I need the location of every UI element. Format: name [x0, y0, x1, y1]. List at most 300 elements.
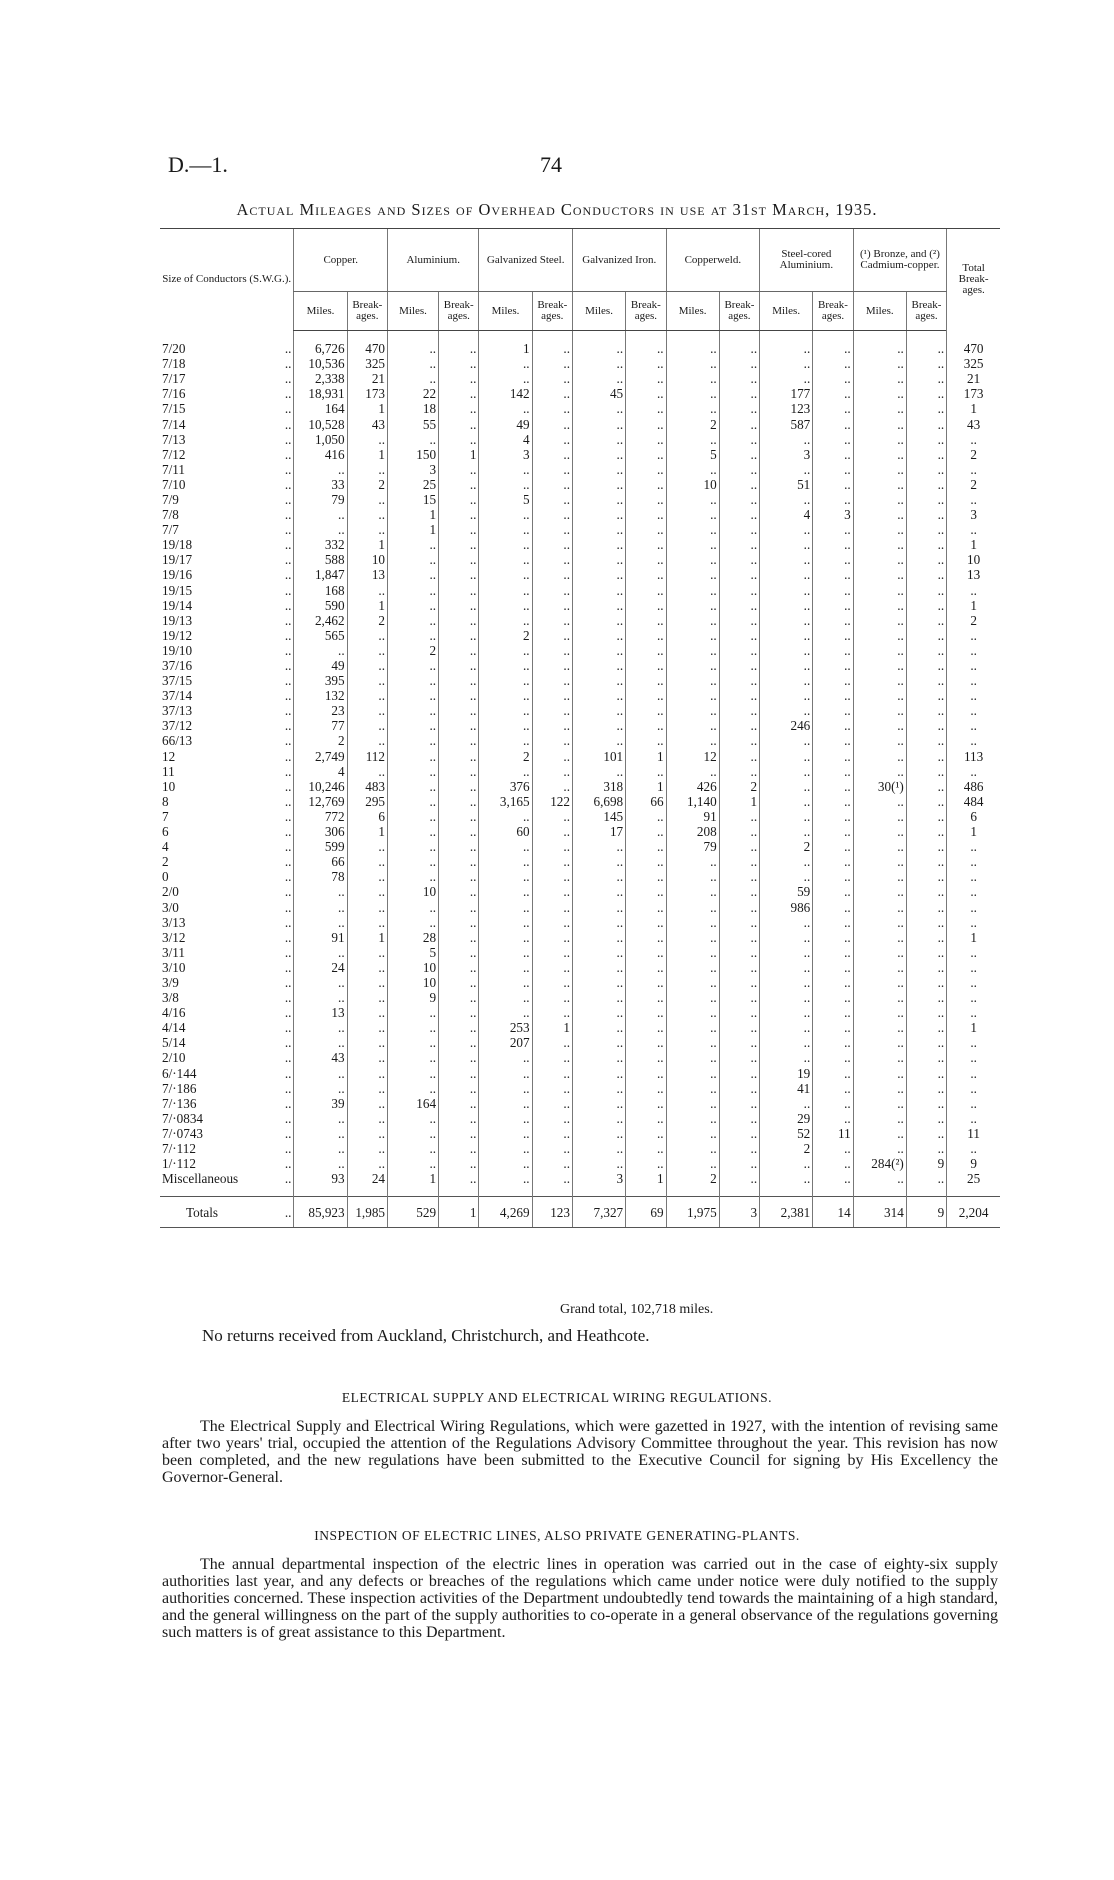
- total-breakages-cell: 11: [947, 1126, 1000, 1141]
- galv-iron-breakages-cell: ..: [626, 854, 666, 869]
- galv-steel-breakages-cell: ..: [532, 779, 572, 794]
- leader-dots: ..: [284, 959, 292, 975]
- steel-cored-al-breakages-cell: ..: [813, 1141, 853, 1156]
- copper-breakages-cell: ..: [347, 688, 387, 703]
- copperweld-miles-cell: ..: [666, 598, 719, 613]
- galv-iron-breakages-cell: ..: [626, 824, 666, 839]
- steel-cored-al-miles-cell: 52: [760, 1126, 813, 1141]
- aluminium-breakages-cell: ..: [439, 492, 479, 507]
- size-label: 19/14: [162, 597, 193, 613]
- bronze-breakages-cell: ..: [906, 1111, 946, 1126]
- total-breakages-cell: 9: [947, 1156, 1000, 1171]
- galv-steel-breakages-cell: ..: [532, 356, 572, 371]
- copperweld-breakages-cell: ..: [719, 613, 759, 628]
- table-row: [160, 1020, 1000, 1035]
- copper-breakages-cell: 13: [347, 567, 387, 582]
- aluminium-breakages-cell: ..: [439, 1081, 479, 1096]
- aluminium-miles-cell: 1: [388, 507, 439, 522]
- galv-steel-breakages-cell: ..: [532, 583, 572, 598]
- bronze-miles-cell: ..: [853, 749, 906, 764]
- copperweld-breakages-cell: ..: [719, 371, 759, 386]
- steel-cored-al-miles-cell: ..: [760, 794, 813, 809]
- copperweld-breakages-cell: ..: [719, 688, 759, 703]
- bronze-miles-cell: ..: [853, 643, 906, 658]
- copperweld-miles-cell: ..: [666, 854, 719, 869]
- galv-steel-miles-cell: ..: [479, 462, 532, 477]
- steel-cored-al-miles-cell: ..: [760, 764, 813, 779]
- galv-steel-miles-cell: ..: [479, 1141, 532, 1156]
- size-cell: [160, 794, 294, 809]
- galv-iron-breakages-cell: ..: [626, 492, 666, 507]
- aluminium-miles-cell: 1: [388, 1171, 439, 1186]
- aluminium-breakages-cell: ..: [439, 854, 479, 869]
- aluminium-miles-cell: 1: [388, 522, 439, 537]
- aluminium-miles-cell: 2: [388, 643, 439, 658]
- aluminium-breakages-cell: ..: [439, 1096, 479, 1111]
- bronze-miles-cell: ..: [853, 356, 906, 371]
- size-label: 2/0: [162, 884, 179, 900]
- size-label: 37/13: [162, 703, 193, 719]
- steel-cored-al-miles-cell: ..: [760, 749, 813, 764]
- leader-dots: ..: [284, 778, 292, 794]
- steel-cored-al-miles-cell: ..: [760, 583, 813, 598]
- copper-breakages-cell: ..: [347, 764, 387, 779]
- aluminium-miles-cell: ..: [388, 733, 439, 748]
- copper-miles-cell: 79: [294, 492, 347, 507]
- galv-steel-miles-cell: ..: [479, 583, 532, 598]
- galv-iron-miles-cell: ..: [572, 990, 625, 1005]
- leader-dots: ..: [284, 612, 292, 628]
- copper-miles-cell: 91: [294, 930, 347, 945]
- galv-steel-miles-cell: ..: [479, 1171, 532, 1186]
- copperweld-miles-cell: ..: [666, 1126, 719, 1141]
- copperweld-miles-cell: ..: [666, 1050, 719, 1065]
- copperweld-breakages-cell: ..: [719, 1126, 759, 1141]
- steel-cored-al-breakages-cell: ..: [813, 537, 853, 552]
- galv-iron-miles-cell: ..: [572, 960, 625, 975]
- size-label: 7/7: [162, 522, 179, 538]
- galv-iron-breakages-cell: ..: [626, 673, 666, 688]
- galv-iron-miles-cell: ..: [572, 1035, 625, 1050]
- bronze-miles-cell: ..: [853, 824, 906, 839]
- steel-cored-al-breakages-cell: ..: [813, 733, 853, 748]
- copperweld-breakages-cell: ..: [719, 960, 759, 975]
- copper-miles-cell: 13: [294, 1005, 347, 1020]
- bronze-miles-cell: ..: [853, 854, 906, 869]
- copper-miles-cell: 12,769: [294, 794, 347, 809]
- steel-cored-al-breakages-cell: ..: [813, 899, 853, 914]
- total-breakages-cell: ..: [947, 764, 1000, 779]
- conductors-table-wrap: [160, 228, 1000, 1228]
- galv-steel-breakages-cell: ..: [532, 1050, 572, 1065]
- size-cell: [160, 733, 294, 748]
- galv-iron-breakages-cell: ..: [626, 688, 666, 703]
- galv-iron-miles-cell: ..: [572, 764, 625, 779]
- galv-iron-breakages-cell: ..: [626, 1096, 666, 1111]
- galv-steel-breakages-cell: ..: [532, 537, 572, 552]
- copperweld-breakages-cell: ..: [719, 839, 759, 854]
- size-label: 11: [162, 763, 175, 779]
- copper-miles-cell: ..: [294, 899, 347, 914]
- galv-iron-miles-cell: ..: [572, 522, 625, 537]
- galv-iron-miles-total: 7,327: [572, 1197, 625, 1228]
- copperweld-miles-cell: ..: [666, 975, 719, 990]
- galv-steel-breakages-cell: ..: [532, 673, 572, 688]
- copper-breakages-cell: ..: [347, 1066, 387, 1081]
- leader-dots: ..: [284, 854, 292, 870]
- galv-iron-breakages-cell: ..: [626, 990, 666, 1005]
- size-label: 19/17: [162, 552, 193, 568]
- aluminium-miles-cell: 164: [388, 1096, 439, 1111]
- leader-dots: ..: [284, 491, 292, 507]
- page-number: 74: [540, 152, 562, 177]
- copperweld-breakages-cell: 2: [719, 779, 759, 794]
- copper-miles-cell: 18,931: [294, 386, 347, 401]
- copperweld-breakages-cell: ..: [719, 522, 759, 537]
- galv-steel-breakages-cell: ..: [532, 1171, 572, 1186]
- steel-cored-al-miles-cell: ..: [760, 598, 813, 613]
- copperweld-miles-cell: ..: [666, 1066, 719, 1081]
- bronze-miles-cell: ..: [853, 416, 906, 431]
- copperweld-breakages-cell: ..: [719, 386, 759, 401]
- copper-breakages-cell: 2: [347, 477, 387, 492]
- size-cell: [160, 960, 294, 975]
- steel-cored-al-breakages-cell: ..: [813, 1035, 853, 1050]
- copperweld-miles-cell: ..: [666, 507, 719, 522]
- steel-cored-al-miles-cell: 986: [760, 899, 813, 914]
- galv-iron-breakages-cell: ..: [626, 447, 666, 462]
- bronze-breakages-cell: ..: [906, 477, 946, 492]
- aluminium-miles-cell: ..: [388, 749, 439, 764]
- size-label: 1/·112: [162, 1156, 196, 1172]
- totals-text: Totals: [186, 1204, 219, 1220]
- total-breakages-cell: 2: [947, 447, 1000, 462]
- steel-cored-al-breakages-cell: ..: [813, 794, 853, 809]
- bronze-breakages-cell: ..: [906, 341, 946, 356]
- copper-miles-cell: 395: [294, 673, 347, 688]
- steel-cored-al-breakages-cell: ..: [813, 643, 853, 658]
- copperweld-breakages-cell: ..: [719, 1141, 759, 1156]
- size-label: 2: [162, 854, 169, 870]
- group-header: (¹) Bronze, and (²) Cadmium-copper.: [853, 229, 947, 292]
- total-breakages-cell: ..: [947, 839, 1000, 854]
- copperweld-breakages-cell: ..: [719, 492, 759, 507]
- bronze-breakages-cell: ..: [906, 1066, 946, 1081]
- galv-iron-breakages-cell: ..: [626, 598, 666, 613]
- galv-steel-miles-cell: ..: [479, 869, 532, 884]
- bronze-breakages-cell: ..: [906, 809, 946, 824]
- steel-cored-al-miles-cell: ..: [760, 733, 813, 748]
- leader-dots: ..: [284, 839, 292, 855]
- copper-miles-cell: ..: [294, 975, 347, 990]
- bronze-breakages-cell: ..: [906, 975, 946, 990]
- galv-iron-breakages-cell: ..: [626, 356, 666, 371]
- table-row: [160, 386, 1000, 401]
- steel-cored-al-miles-cell: ..: [760, 930, 813, 945]
- steel-cored-al-breakages-cell: ..: [813, 1096, 853, 1111]
- copperweld-miles-cell: ..: [666, 899, 719, 914]
- total-breakages-cell: ..: [947, 1111, 1000, 1126]
- size-cell: [160, 371, 294, 386]
- bronze-breakages-cell: ..: [906, 749, 946, 764]
- table-row: [160, 718, 1000, 733]
- copper-breakages-cell: ..: [347, 703, 387, 718]
- steel-cored-al-breakages-cell: ..: [813, 718, 853, 733]
- size-label: 12: [162, 748, 176, 764]
- galv-steel-miles-cell: ..: [479, 643, 532, 658]
- leader-dots: ..: [284, 899, 292, 915]
- steel-cored-al-miles-cell: ..: [760, 432, 813, 447]
- galv-iron-breakages-cell: 66: [626, 794, 666, 809]
- copper-miles-cell: ..: [294, 1126, 347, 1141]
- leader-dots: ..: [284, 1065, 292, 1081]
- copper-miles-cell: 2,749: [294, 749, 347, 764]
- total-breakages-cell: ..: [947, 1005, 1000, 1020]
- bronze-miles-cell: ..: [853, 371, 906, 386]
- galv-steel-breakages-cell: ..: [532, 809, 572, 824]
- copperweld-miles-cell: ..: [666, 401, 719, 416]
- doc-code: D.—1.: [168, 152, 228, 177]
- aluminium-miles-cell: ..: [388, 341, 439, 356]
- galv-iron-miles-cell: 17: [572, 824, 625, 839]
- size-label: 6/·144: [162, 1065, 197, 1081]
- galv-steel-miles-cell: ..: [479, 1005, 532, 1020]
- copperweld-miles-cell: ..: [666, 432, 719, 447]
- galv-iron-miles-cell: 101: [572, 749, 625, 764]
- bronze-miles-cell: ..: [853, 628, 906, 643]
- steel-cored-al-breakages-cell: ..: [813, 658, 853, 673]
- galv-iron-miles-cell: ..: [572, 1111, 625, 1126]
- leader-dots: ..: [284, 808, 292, 824]
- table-row: [160, 869, 1000, 884]
- table-row: [160, 1126, 1000, 1141]
- bronze-breakages-cell: ..: [906, 416, 946, 431]
- copper-breakages-cell: ..: [347, 839, 387, 854]
- galv-steel-breakages-cell: ..: [532, 1111, 572, 1126]
- galv-steel-miles-cell: ..: [479, 1066, 532, 1081]
- galv-steel-miles-cell: ..: [479, 1111, 532, 1126]
- leader-dots: ..: [284, 431, 292, 447]
- galv-iron-breakages-cell: 1: [626, 749, 666, 764]
- group-header: Galvanized Steel.: [479, 229, 573, 292]
- size-label: 7/·0834: [162, 1110, 204, 1126]
- steel-cored-al-breakages-cell: ..: [813, 884, 853, 899]
- size-cell: [160, 522, 294, 537]
- galv-steel-breakages-cell: ..: [532, 643, 572, 658]
- table-row: [160, 794, 1000, 809]
- galv-steel-breakages-cell: ..: [532, 567, 572, 582]
- galv-steel-breakages-cell: ..: [532, 915, 572, 930]
- table-row: [160, 567, 1000, 582]
- bronze-miles-cell: ..: [853, 1035, 906, 1050]
- size-label: 4/16: [162, 1005, 186, 1021]
- copper-miles-cell: ..: [294, 1066, 347, 1081]
- size-cell: [160, 416, 294, 431]
- copperweld-breakages-cell: ..: [719, 341, 759, 356]
- galv-steel-breakages-cell: ..: [532, 613, 572, 628]
- galv-steel-breakages-cell: ..: [532, 341, 572, 356]
- galv-iron-miles-cell: ..: [572, 945, 625, 960]
- galv-iron-breakages-cell: ..: [626, 975, 666, 990]
- galv-steel-breakages-cell: ..: [532, 990, 572, 1005]
- galv-iron-miles-cell: ..: [572, 688, 625, 703]
- leader-dots: ..: [284, 748, 292, 764]
- copperweld-miles-cell: ..: [666, 341, 719, 356]
- galv-iron-breakages-cell: ..: [626, 733, 666, 748]
- galv-iron-breakages-cell: ..: [626, 945, 666, 960]
- bronze-miles-cell: ..: [853, 447, 906, 462]
- aluminium-miles-cell: 22: [388, 386, 439, 401]
- table-row: [160, 583, 1000, 598]
- total-breakages-cell: 1: [947, 598, 1000, 613]
- aluminium-miles-cell: ..: [388, 1050, 439, 1065]
- bronze-miles-cell: ..: [853, 477, 906, 492]
- size-label: 4/14: [162, 1020, 186, 1036]
- steel-cored-al-breakages-cell: ..: [813, 432, 853, 447]
- bronze-breakages-cell: 9: [906, 1156, 946, 1171]
- galv-steel-breakages-cell: ..: [532, 492, 572, 507]
- galv-iron-miles-cell: ..: [572, 718, 625, 733]
- leader-dots: ..: [284, 718, 292, 734]
- steel-cored-al-miles-cell: ..: [760, 854, 813, 869]
- galv-steel-miles-cell: ..: [479, 975, 532, 990]
- leader-dots: ..: [284, 582, 292, 598]
- steel-cored-al-miles-cell: ..: [760, 1156, 813, 1171]
- galv-iron-breakages-cell: ..: [626, 809, 666, 824]
- copper-breakages-cell: ..: [347, 960, 387, 975]
- copperweld-breakages-total: 3: [719, 1197, 759, 1228]
- aluminium-miles-cell: ..: [388, 567, 439, 582]
- bronze-breakages-cell: ..: [906, 432, 946, 447]
- copperweld-breakages-cell: 1: [719, 794, 759, 809]
- leader-dots: ..: [284, 552, 292, 568]
- size-cell: [160, 628, 294, 643]
- size-cell: [160, 703, 294, 718]
- size-label: 7/12: [162, 446, 186, 462]
- copperweld-breakages-cell: ..: [719, 537, 759, 552]
- steel-cored-al-breakages-cell: ..: [813, 688, 853, 703]
- size-cell: [160, 1020, 294, 1035]
- size-cell: [160, 432, 294, 447]
- galv-steel-miles-cell: ..: [479, 809, 532, 824]
- size-cell: [160, 809, 294, 824]
- size-cell: [160, 401, 294, 416]
- table-row: [160, 779, 1000, 794]
- galv-iron-breakages-cell: ..: [626, 1156, 666, 1171]
- galv-steel-miles-cell: ..: [479, 990, 532, 1005]
- bronze-breakages-cell: ..: [906, 1020, 946, 1035]
- steel-cored-al-miles-cell: ..: [760, 492, 813, 507]
- copper-breakages-cell: ..: [347, 628, 387, 643]
- copperweld-miles-cell: ..: [666, 915, 719, 930]
- leader-dots: ..: [284, 884, 292, 900]
- galv-steel-miles-cell: ..: [479, 1156, 532, 1171]
- aluminium-miles-cell: ..: [388, 613, 439, 628]
- copperweld-miles-cell: ..: [666, 658, 719, 673]
- copperweld-miles-cell: ..: [666, 884, 719, 899]
- copperweld-miles-cell: ..: [666, 522, 719, 537]
- steel-cored-al-breakages-cell: ..: [813, 869, 853, 884]
- aluminium-miles-cell: ..: [388, 371, 439, 386]
- table-row: [160, 628, 1000, 643]
- aluminium-miles-cell: ..: [388, 899, 439, 914]
- steel-cored-al-breakages-cell: ..: [813, 462, 853, 477]
- copper-breakages-cell: ..: [347, 522, 387, 537]
- copperweld-miles-cell: ..: [666, 1005, 719, 1020]
- table-row: [160, 1141, 1000, 1156]
- galv-steel-miles-cell: 4: [479, 432, 532, 447]
- steel-cored-al-breakages-cell: ..: [813, 386, 853, 401]
- table-row: [160, 975, 1000, 990]
- copperweld-breakages-cell: ..: [719, 567, 759, 582]
- steel-cored-al-miles-cell: ..: [760, 371, 813, 386]
- steel-cored-al-miles-cell: ..: [760, 915, 813, 930]
- galv-iron-breakages-cell: ..: [626, 613, 666, 628]
- size-label: 10: [162, 778, 176, 794]
- copper-breakages-cell: 470: [347, 341, 387, 356]
- size-cell: [160, 356, 294, 371]
- steel-cored-al-breakages-cell: ..: [813, 779, 853, 794]
- galv-iron-miles-cell: ..: [572, 613, 625, 628]
- steel-cored-al-miles-cell: ..: [760, 643, 813, 658]
- leader-dots: ..: [284, 703, 292, 719]
- bronze-breakages-cell: ..: [906, 733, 946, 748]
- galv-steel-breakages-cell: ..: [532, 462, 572, 477]
- copper-breakages-cell: ..: [347, 673, 387, 688]
- galv-steel-breakages-cell: ..: [532, 552, 572, 567]
- copperweld-breakages-cell: ..: [719, 432, 759, 447]
- copperweld-breakages-cell: ..: [719, 552, 759, 567]
- copper-miles-cell: 132: [294, 688, 347, 703]
- size-cell: [160, 899, 294, 914]
- galv-steel-breakages-cell: ..: [532, 598, 572, 613]
- galv-iron-breakages-cell: ..: [626, 1005, 666, 1020]
- galv-steel-miles-cell: ..: [479, 371, 532, 386]
- copperweld-breakages-cell: ..: [719, 598, 759, 613]
- total-breakages-cell: ..: [947, 975, 1000, 990]
- size-label: 37/15: [162, 673, 193, 689]
- leader-dots: ..: [284, 341, 292, 357]
- galv-iron-miles-cell: ..: [572, 658, 625, 673]
- copper-miles-cell: 416: [294, 447, 347, 462]
- galv-iron-breakages-cell: ..: [626, 552, 666, 567]
- galv-iron-miles-cell: ..: [572, 537, 625, 552]
- steel-cored-al-breakages-cell: ..: [813, 1156, 853, 1171]
- size-cell: [160, 1156, 294, 1171]
- bronze-breakages-cell: ..: [906, 915, 946, 930]
- aluminium-miles-cell: ..: [388, 1126, 439, 1141]
- copper-breakages-cell: 173: [347, 386, 387, 401]
- bronze-miles-cell: ..: [853, 809, 906, 824]
- galv-steel-miles-cell: ..: [479, 401, 532, 416]
- size-cell: [160, 341, 294, 356]
- table-row: [160, 643, 1000, 658]
- copperweld-breakages-cell: ..: [719, 673, 759, 688]
- bronze-breakages-cell: ..: [906, 567, 946, 582]
- copperweld-breakages-cell: ..: [719, 1050, 759, 1065]
- aluminium-miles-cell: 10: [388, 975, 439, 990]
- aluminium-miles-cell: ..: [388, 1141, 439, 1156]
- copper-breakages-cell: ..: [347, 1156, 387, 1171]
- galv-iron-breakages-cell: ..: [626, 869, 666, 884]
- galv-steel-miles-cell: ..: [479, 764, 532, 779]
- table-row: [160, 1005, 1000, 1020]
- galv-steel-breakages-cell: ..: [532, 1096, 572, 1111]
- table-row: [160, 371, 1000, 386]
- galv-steel-miles-cell: ..: [479, 673, 532, 688]
- galv-iron-miles-cell: ..: [572, 854, 625, 869]
- size-cell: [160, 673, 294, 688]
